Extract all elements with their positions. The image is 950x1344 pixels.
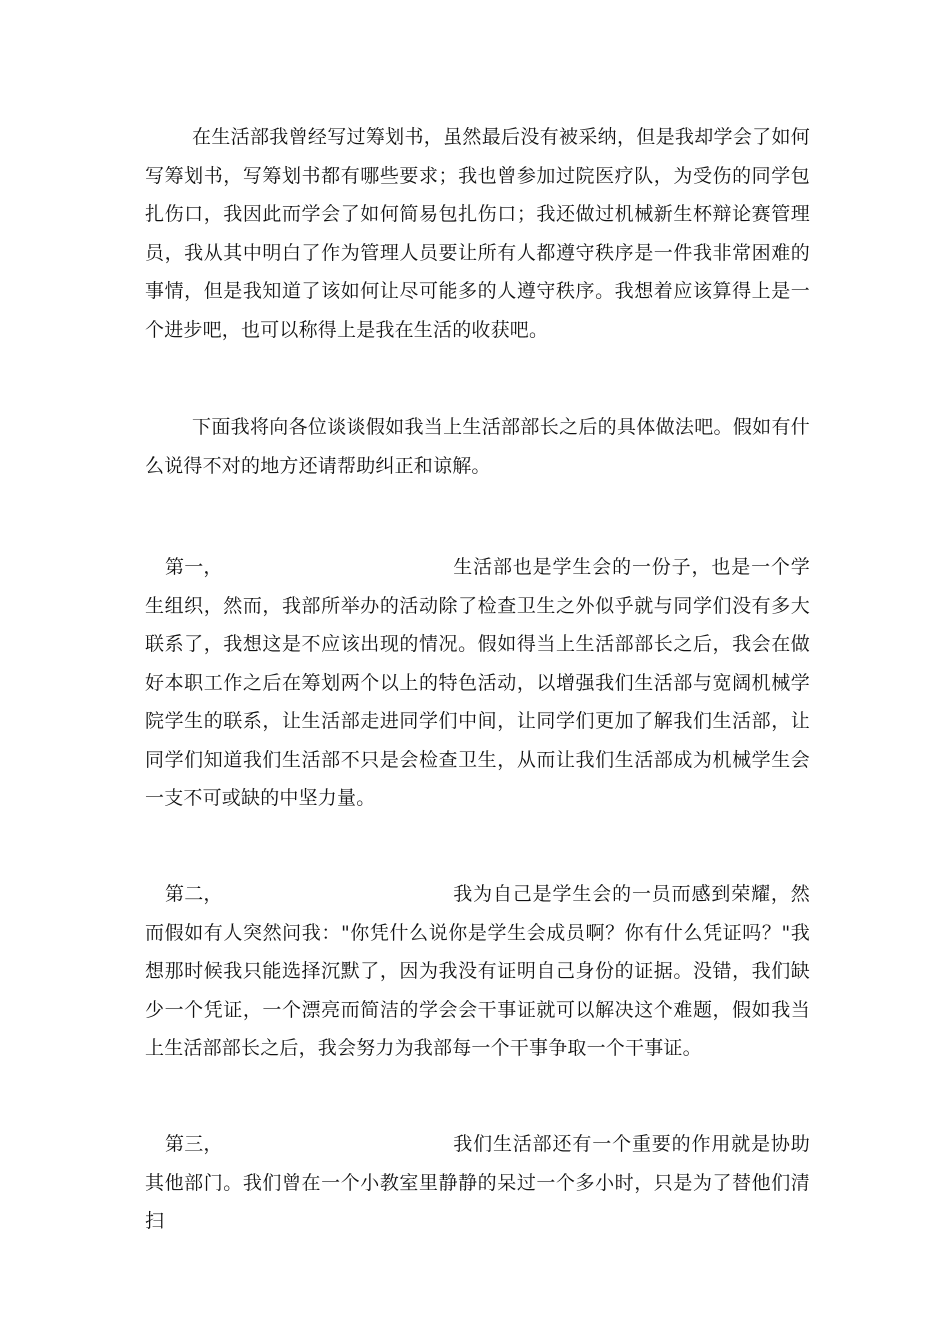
paragraph-third-point [145, 1125, 810, 1241]
paragraph-second-point [145, 875, 810, 1068]
second-point-label: 第二， [165, 883, 223, 905]
second-point-text: 我为自己是学生会的一员而感到荣耀，然而假如有人突然问我："你凭什么说你是学生会成员啊？你有什么凭证吗？"我想那时候我只能选择沉默了，因为我没有证明自己身份的证据。没错，我们缺少一个凭证，一个漂亮而简洁的学会会干事证就可以解决这个难题，假如我当上生活部部长之后，我会努力为我部每一个干事争取一个干事证。 [145, 883, 810, 1059]
paragraph-experience: 在生活部我曾经写过筹划书，虽然最后没有被采纳，但是我却学会了如何写筹划书，写筹划书都有哪些要求；我也曾参加过院医疗队，为受伤的同学包扎伤口，我因此而学会了如何简易包扎伤口；我还做过机械新生杯辩论赛管理员，我从其中明白了作为管理人员要让所有人都遵守秩序是一件我非常困难的事情，但是我知道了该如何让尽可能多的人遵守秩序。我想着应该算得上是一个进步吧，也可以称得上是我在生活的收获吧。 [145, 126, 810, 341]
third-point-label: 第三， [165, 1133, 223, 1155]
paragraph-first-point [145, 548, 810, 818]
first-point-label: 第一， [165, 556, 223, 578]
paragraph-introduction: 下面我将向各位谈谈假如我当上生活部部长之后的具体做法吧。假如有什么说得不对的地方还请帮助纠正和谅解。 [145, 416, 810, 477]
third-point-text: 我们生活部还有一个重要的作用就是协助其他部门。我们曾在一个小教室里静静的呆过一个多小时，只是为了替他们清扫 [145, 1133, 810, 1232]
first-point-text: 生活部也是学生会的一份子，也是一个学生组织，然而，我部所举办的活动除了检查卫生之外似乎就与同学们没有多大联系了，我想这是不应该出现的情况。假如得当上生活部部长之后，我会在做好本职工作之后在筹划两个以上的特色活动，以增强我们生活部与宽阔机械学院学生的联系，让生活部走进同学们中间，让同学们更加了解我们生活部，让同学们知道我们生活部不只是会检查卫生，从而让我们生活部成为机械学生会一支不可或缺的中坚力量。 [145, 556, 810, 809]
